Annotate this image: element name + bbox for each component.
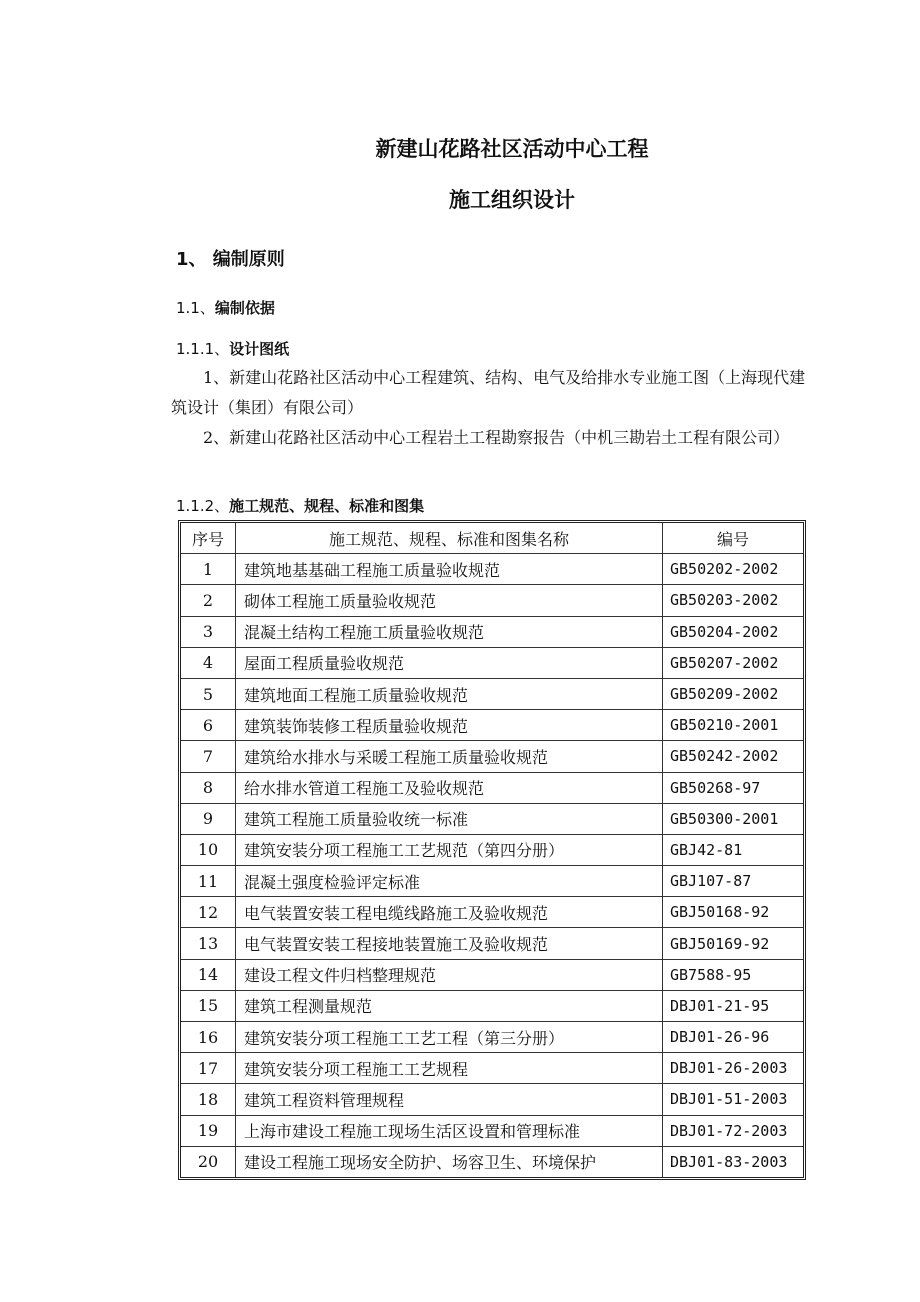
cell-no: 12: [181, 897, 236, 928]
document-title: 新建山花路社区活动中心工程: [375, 137, 649, 161]
cell-name: 上海市建设工程施工现场生活区设置和管理标准: [236, 1116, 663, 1147]
section-label: 编制依据: [214, 299, 275, 317]
cell-code: DBJ01-26-2003: [663, 1053, 803, 1084]
document-subtitle: 施工组织设计: [449, 188, 575, 212]
cell-code: GB7588-95: [663, 960, 803, 991]
cell-no: 7: [181, 741, 236, 772]
section-label: 设计图纸: [229, 340, 290, 358]
cell-code: GBJ42-81: [663, 835, 803, 866]
cell-name: 屋面工程质量验收规范: [236, 648, 663, 679]
cell-code: DBJ01-26-96: [663, 1022, 803, 1053]
cell-name: 建筑安装分项工程施工工艺规程: [236, 1053, 663, 1084]
cell-code: GB50209-2002: [663, 679, 803, 710]
table-row: [181, 1147, 803, 1177]
cell-name: 建筑装饰装修工程质量验收规范: [236, 710, 663, 741]
table-row: [181, 1053, 803, 1084]
table-row: [181, 835, 803, 866]
cell-code: GB50202-2002: [663, 554, 803, 585]
section-label: 施工规范、规程、标准和图集: [229, 497, 425, 515]
table-row: [181, 617, 803, 648]
cell-no: 14: [181, 960, 236, 991]
cell-name: 电气装置安装工程接地装置施工及验收规范: [236, 928, 663, 959]
cell-name: 建筑地面工程施工质量验收规范: [236, 679, 663, 710]
cell-name: 砌体工程施工质量验收规范: [236, 585, 663, 616]
cell-code: DBJ01-51-2003: [663, 1084, 803, 1115]
cell-name: 建筑地基基础工程施工质量验收规范: [236, 554, 663, 585]
table-row: [181, 554, 803, 585]
cell-name: 建筑安装分项工程施工工艺工程（第三分册）: [236, 1022, 663, 1053]
cell-code: GBJ107-87: [663, 866, 803, 897]
cell-name: 混凝土强度检验评定标准: [236, 866, 663, 897]
cell-code: GB50203-2002: [663, 585, 803, 616]
section-number: 1.1.2、: [176, 497, 230, 515]
cell-no: 15: [181, 991, 236, 1022]
cell-no: 20: [181, 1147, 236, 1177]
table-body: [181, 554, 803, 1177]
cell-no: 19: [181, 1116, 236, 1147]
cell-no: 13: [181, 928, 236, 959]
section-number: 1.1、: [176, 299, 215, 317]
header-no: 序号: [181, 523, 236, 554]
cell-code: GB50210-2001: [663, 710, 803, 741]
codes-table: [178, 520, 806, 1180]
cell-name: 电气装置安装工程电缆线路施工及验收规范: [236, 897, 663, 928]
cell-name: 建设工程文件归档整理规范: [236, 960, 663, 991]
table-row: [181, 1022, 803, 1053]
table-row: [181, 585, 803, 616]
table-row: [181, 648, 803, 679]
table-row: [181, 1084, 803, 1115]
cell-no: 2: [181, 585, 236, 616]
cell-code: GBJ50169-92: [663, 928, 803, 959]
cell-name: 建设工程施工现场安全防护、场容卫生、环境保护: [236, 1147, 663, 1177]
table-row: [181, 928, 803, 959]
section-heading-codes: [176, 495, 424, 516]
table-header-row: [181, 523, 803, 554]
cell-code: DBJ01-72-2003: [663, 1116, 803, 1147]
cell-code: GB50300-2001: [663, 804, 803, 835]
table-row: [181, 897, 803, 928]
cell-name: 建筑安装分项工程施工工艺规范（第四分册）: [236, 835, 663, 866]
table-row: [181, 741, 803, 772]
cell-no: 10: [181, 835, 236, 866]
paragraph-survey-report: 2、新建山花路社区活动中心工程岩土工程勘察报告（中机三勘岩土工程有限公司）: [203, 428, 790, 447]
cell-code: DBJ01-21-95: [663, 991, 803, 1022]
cell-no: 6: [181, 710, 236, 741]
table-row: [181, 773, 803, 804]
cell-no: 1: [181, 554, 236, 585]
header-code: 编号: [663, 523, 803, 554]
cell-name: 建筑工程测量规范: [236, 991, 663, 1022]
cell-code: GBJ50168-92: [663, 897, 803, 928]
paragraph-drawings: 1、新建山花路社区活动中心工程建筑、结构、电气及给排水专业施工图（上海现代建筑设计（集团）有限公司）: [171, 368, 806, 417]
cell-no: 4: [181, 648, 236, 679]
cell-name: 建筑工程施工质量验收统一标准: [236, 804, 663, 835]
cell-no: 9: [181, 804, 236, 835]
header-name: 施工规范、规程、标准和图集名称: [236, 523, 663, 554]
cell-no: 17: [181, 1053, 236, 1084]
table-row: [181, 1116, 803, 1147]
cell-name: 建筑给水排水与采暖工程施工质量验收规范: [236, 741, 663, 772]
cell-no: 11: [181, 866, 236, 897]
table-row: [181, 960, 803, 991]
cell-name: 给水排水管道工程施工及验收规范: [236, 773, 663, 804]
cell-name: 混凝土结构工程施工质量验收规范: [236, 617, 663, 648]
cell-code: DBJ01-83-2003: [670, 1152, 788, 1171]
cell-no: 18: [181, 1084, 236, 1115]
cell-code: GB50207-2002: [663, 648, 803, 679]
cell-no: 5: [181, 679, 236, 710]
section-heading-drawings: [176, 338, 289, 359]
cell-no: 8: [181, 773, 236, 804]
cell-code: GB50204-2002: [663, 617, 803, 648]
cell-code: GB50242-2002: [663, 741, 803, 772]
cell-no: 16: [181, 1022, 236, 1053]
table-row: [181, 804, 803, 835]
table-row: [181, 679, 803, 710]
table-row: [181, 991, 803, 1022]
cell-name: 建筑工程资料管理规程: [236, 1084, 663, 1115]
table-row: [181, 866, 803, 897]
section-heading-basis: [176, 297, 275, 318]
cell-no: 3: [181, 617, 236, 648]
section-number: 1.1.1、: [176, 340, 230, 358]
cell-code: GB50268-97: [663, 773, 803, 804]
table-row: [181, 710, 803, 741]
section-heading-principles: 1、 编制原则: [176, 249, 285, 270]
